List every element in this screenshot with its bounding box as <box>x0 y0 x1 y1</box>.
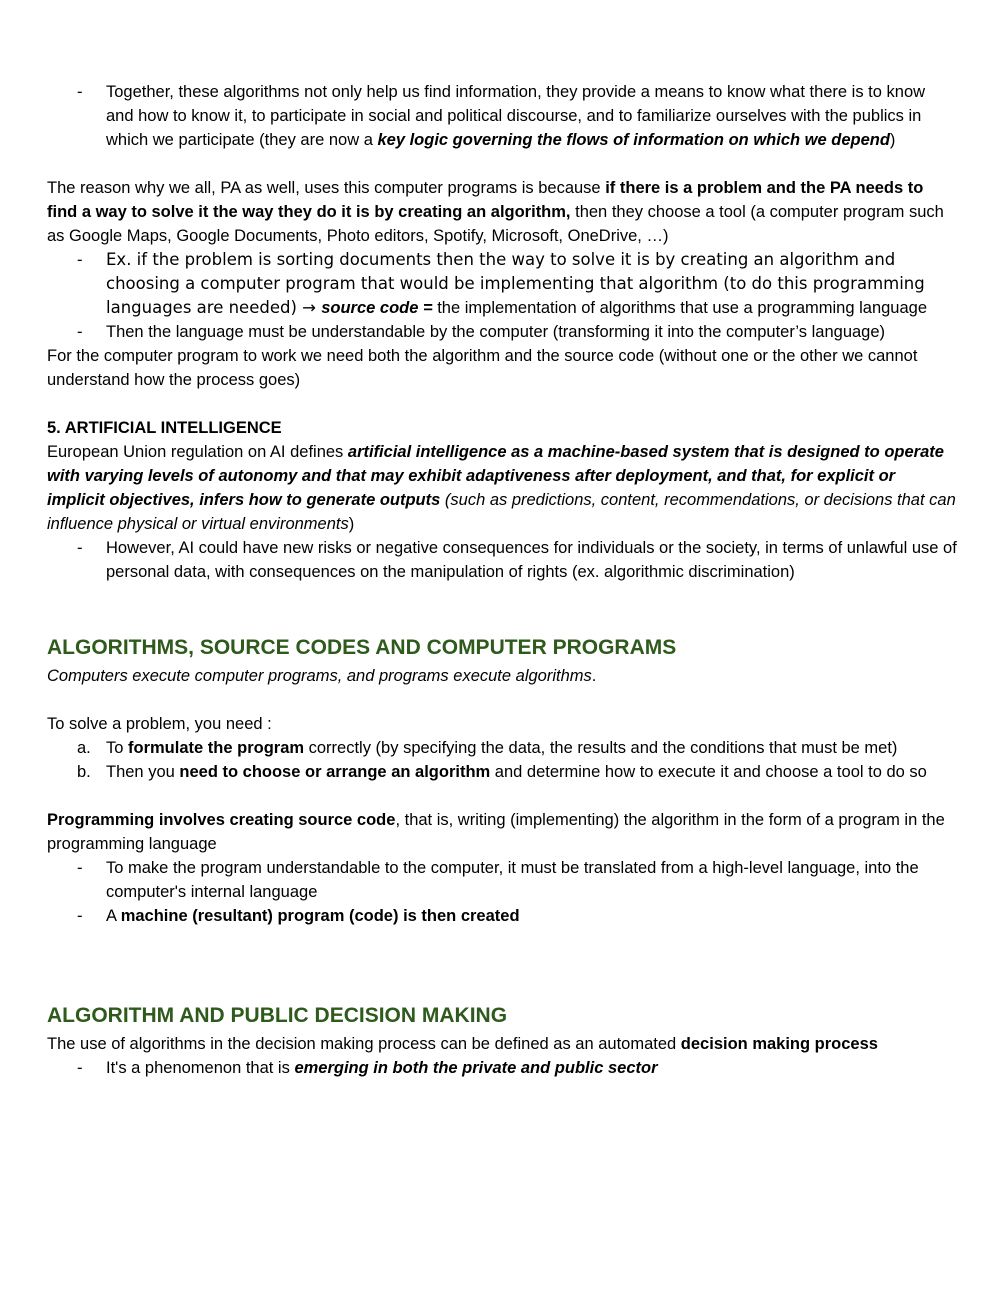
text-run: To solve a problem, you need : <box>47 715 272 733</box>
text-run: For the computer program to work we need both the algorithm and the source code (without one or the other we cannot understand how the process goes) <box>47 347 918 389</box>
subsection-heading <box>47 416 957 440</box>
spacer <box>47 688 957 712</box>
spacer <box>47 928 957 1000</box>
list-marker: - <box>77 1059 83 1077</box>
text-run: emerging in both the private and public sector <box>294 1059 658 1077</box>
list-marker: - <box>77 83 83 101</box>
list-item <box>47 80 957 152</box>
list-item <box>47 536 957 584</box>
text-run: The use of algorithms in the decision making process can be defined as an automated <box>47 1035 681 1053</box>
text-run: However, AI could have new risks or negative consequences for individuals or the society, in terms of unlawful use of personal data, with consequences on the manipulation of rights (ex. algorithmic discrimination) <box>106 539 957 581</box>
text-run: and determine how to execute it and choose a tool to do so <box>490 763 927 781</box>
text-run: Together, these algorithms not only help us find information, they provide a means to know what there is to know and how to know it, to participate in social and political discourse, and to familiarize ourselves with the publics in which we participate (they are now a <box>106 83 926 149</box>
text-run: correctly (by specifying the data, the results and the conditions that must be met) <box>304 739 898 757</box>
list-item <box>47 856 957 904</box>
text-run: . <box>591 667 597 685</box>
paragraph <box>47 712 957 736</box>
list-item <box>47 736 957 760</box>
list-item <box>47 320 957 344</box>
text-run: decision making process <box>680 1035 878 1053</box>
paragraph <box>47 1032 957 1056</box>
text-run: ) <box>348 515 355 533</box>
section-heading <box>47 1000 957 1032</box>
list-item <box>47 248 957 320</box>
spacer <box>47 784 957 808</box>
text-run: 5. ARTIFICIAL INTELLIGENCE <box>47 419 282 437</box>
text-run: ALGORITHMS, SOURCE CODES AND COMPUTER PROGRAMS <box>47 636 677 659</box>
text-run: Then you <box>106 763 180 781</box>
list-marker: a. <box>77 739 91 757</box>
text-run: source code = <box>321 299 433 317</box>
text-run: A <box>106 907 121 925</box>
text-run: European Union regulation on AI defines <box>47 443 348 461</box>
text-run: if there is a problem and the PA needs to find a way to solve it the way they do it is by creating an algorithm, <box>47 179 924 221</box>
section-heading <box>47 632 957 664</box>
text-run: then they choose a tool (a computer program such as Google Maps, Google Documents, Photo editors, Spotify, Microsoft, OneDrive, …) <box>47 203 944 245</box>
spacer <box>47 584 957 632</box>
list-marker: - <box>77 323 83 341</box>
text-run: It's a phenomenon that is <box>106 1059 295 1077</box>
list-item <box>47 760 957 784</box>
text-run: ALGORITHM AND PUBLIC DECISION MAKING <box>47 1004 508 1027</box>
document-page <box>47 80 957 1080</box>
spacer <box>47 392 957 416</box>
text-run: the implementation of algorithms that use a programming language <box>432 299 928 317</box>
paragraph <box>47 808 957 856</box>
text-run: key logic governing the flows of information on which we depend <box>377 131 890 149</box>
text-run: formulate the program <box>128 739 305 757</box>
text-run: artificial intelligence as a machine-based system that is designed to operate with varying levels of autonomy and that may exhibit adaptiveness after deployment, and that, for explicit or implicit objectives, infers how to generate outputs <box>47 443 944 509</box>
text-run: , that is, writing (implementing) the algorithm in the form of a program in the programming language <box>47 811 945 853</box>
text-run: Programming involves creating source code <box>47 811 396 829</box>
paragraph <box>47 664 957 688</box>
text-run: need to choose or arrange an algorithm <box>179 763 491 781</box>
paragraph <box>47 344 957 392</box>
text-run: ) <box>889 131 896 149</box>
text-run: Then the language must be understandable by the computer (transforming it into the computer’s language) <box>106 323 886 341</box>
spacer <box>47 152 957 176</box>
list-marker: - <box>77 251 83 269</box>
text-run: machine (resultant) program (code) is then created <box>120 907 520 925</box>
list-marker: - <box>77 859 83 877</box>
text-run: (such as predictions, content, recommendations, or decisions that can influence physical or virtual environments <box>47 491 956 533</box>
text-run: Ex. if the problem is sorting documents then the way to solve it is by creating an algorithm and choosing a computer program that would be implementing that algorithm (to do this programming languages are needed) → <box>106 250 925 317</box>
list-marker: - <box>77 907 83 925</box>
text-run: Computers execute computer programs, and programs execute algorithms <box>47 667 592 685</box>
text-run: To make the program understandable to the computer, it must be translated from a high-level language, into the computer's internal language <box>106 859 919 901</box>
list-marker: - <box>77 539 83 557</box>
text-run: The reason why we all, PA as well, uses this computer programs is because <box>47 179 606 197</box>
paragraph <box>47 176 957 248</box>
list-item <box>47 1056 957 1080</box>
list-item <box>47 904 957 928</box>
list-marker: b. <box>77 763 91 781</box>
text-run: To <box>106 739 129 757</box>
paragraph <box>47 440 957 536</box>
